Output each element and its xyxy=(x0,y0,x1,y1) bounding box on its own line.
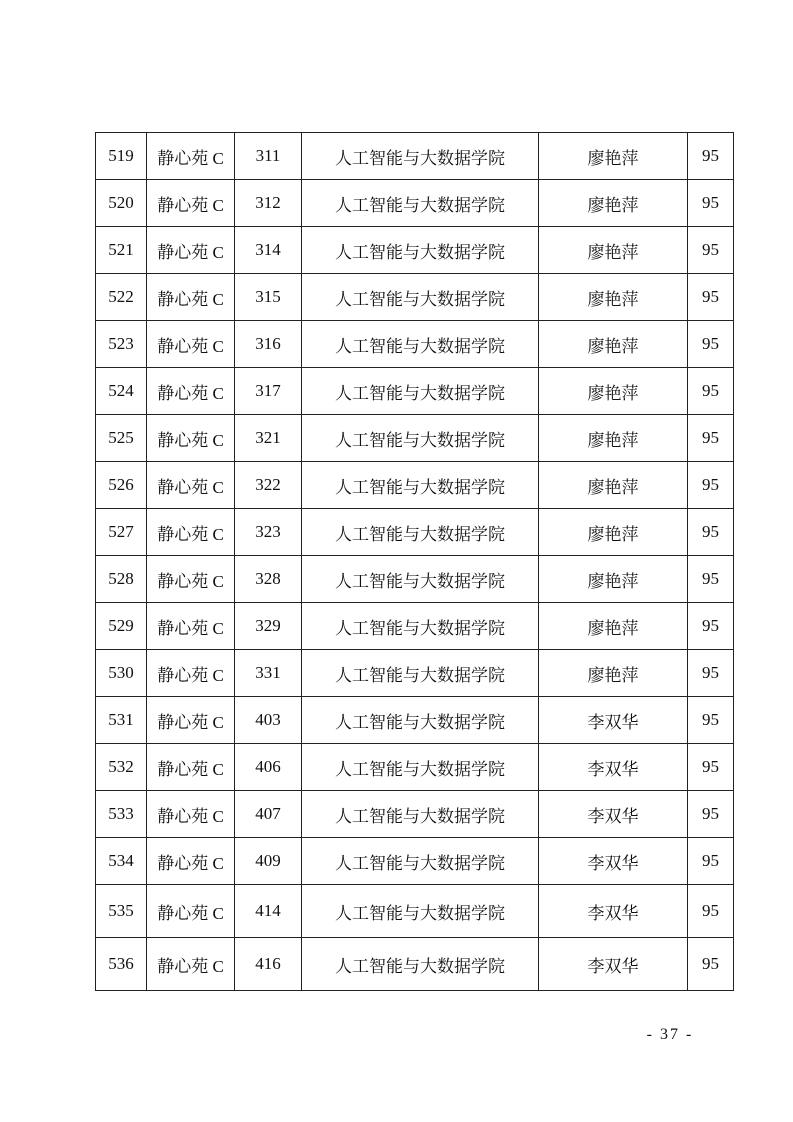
cell-room: 331 xyxy=(235,650,302,697)
cell-no: 528 xyxy=(96,556,147,603)
cell-building: 静心苑 C xyxy=(147,885,235,938)
cell-counselor: 李双华 xyxy=(539,838,688,885)
cell-room: 322 xyxy=(235,462,302,509)
cell-room: 328 xyxy=(235,556,302,603)
cell-college: 人工智能与大数据学院 xyxy=(302,838,539,885)
cell-building: 静心苑 C xyxy=(147,462,235,509)
cell-counselor: 廖艳萍 xyxy=(539,274,688,321)
cell-college: 人工智能与大数据学院 xyxy=(302,885,539,938)
cell-building: 静心苑 C xyxy=(147,227,235,274)
cell-counselor: 廖艳萍 xyxy=(539,133,688,180)
cell-score: 95 xyxy=(688,650,734,697)
cell-score: 95 xyxy=(688,885,734,938)
cell-no: 536 xyxy=(96,938,147,991)
cell-college: 人工智能与大数据学院 xyxy=(302,180,539,227)
cell-no: 532 xyxy=(96,744,147,791)
cell-building: 静心苑 C xyxy=(147,838,235,885)
cell-building: 静心苑 C xyxy=(147,368,235,415)
table-row xyxy=(96,368,734,415)
table-row xyxy=(96,938,734,991)
cell-score: 95 xyxy=(688,180,734,227)
table-body xyxy=(96,133,734,991)
cell-room: 312 xyxy=(235,180,302,227)
table-row xyxy=(96,462,734,509)
cell-room: 403 xyxy=(235,697,302,744)
cell-counselor: 李双华 xyxy=(539,885,688,938)
cell-college: 人工智能与大数据学院 xyxy=(302,368,539,415)
cell-no: 524 xyxy=(96,368,147,415)
cell-no: 519 xyxy=(96,133,147,180)
cell-score: 95 xyxy=(688,603,734,650)
cell-no: 526 xyxy=(96,462,147,509)
cell-college: 人工智能与大数据学院 xyxy=(302,697,539,744)
table-row xyxy=(96,838,734,885)
cell-counselor: 李双华 xyxy=(539,744,688,791)
cell-no: 522 xyxy=(96,274,147,321)
table-row xyxy=(96,650,734,697)
cell-college: 人工智能与大数据学院 xyxy=(302,274,539,321)
cell-score: 95 xyxy=(688,697,734,744)
cell-score: 95 xyxy=(688,462,734,509)
cell-college: 人工智能与大数据学院 xyxy=(302,744,539,791)
cell-building: 静心苑 C xyxy=(147,321,235,368)
cell-building: 静心苑 C xyxy=(147,556,235,603)
cell-counselor: 廖艳萍 xyxy=(539,650,688,697)
cell-building: 静心苑 C xyxy=(147,744,235,791)
cell-building: 静心苑 C xyxy=(147,509,235,556)
cell-counselor: 李双华 xyxy=(539,791,688,838)
cell-college: 人工智能与大数据学院 xyxy=(302,509,539,556)
cell-counselor: 廖艳萍 xyxy=(539,415,688,462)
cell-counselor: 廖艳萍 xyxy=(539,462,688,509)
cell-college: 人工智能与大数据学院 xyxy=(302,938,539,991)
table-row xyxy=(96,885,734,938)
table-row xyxy=(96,274,734,321)
dormitory-score-table xyxy=(95,132,734,991)
cell-counselor: 李双华 xyxy=(539,697,688,744)
cell-building: 静心苑 C xyxy=(147,133,235,180)
page-number: - 37 - xyxy=(646,1026,694,1043)
cell-no: 525 xyxy=(96,415,147,462)
cell-college: 人工智能与大数据学院 xyxy=(302,462,539,509)
cell-no: 520 xyxy=(96,180,147,227)
cell-building: 静心苑 C xyxy=(147,274,235,321)
cell-counselor: 廖艳萍 xyxy=(539,180,688,227)
table-row xyxy=(96,227,734,274)
cell-college: 人工智能与大数据学院 xyxy=(302,415,539,462)
cell-room: 407 xyxy=(235,791,302,838)
cell-score: 95 xyxy=(688,133,734,180)
cell-room: 416 xyxy=(235,938,302,991)
cell-college: 人工智能与大数据学院 xyxy=(302,556,539,603)
table-row xyxy=(96,321,734,368)
cell-building: 静心苑 C xyxy=(147,650,235,697)
cell-room: 323 xyxy=(235,509,302,556)
cell-college: 人工智能与大数据学院 xyxy=(302,791,539,838)
cell-score: 95 xyxy=(688,509,734,556)
cell-building: 静心苑 C xyxy=(147,180,235,227)
cell-no: 521 xyxy=(96,227,147,274)
cell-no: 531 xyxy=(96,697,147,744)
cell-counselor: 廖艳萍 xyxy=(539,227,688,274)
cell-score: 95 xyxy=(688,556,734,603)
cell-score: 95 xyxy=(688,227,734,274)
cell-college: 人工智能与大数据学院 xyxy=(302,227,539,274)
cell-counselor: 廖艳萍 xyxy=(539,556,688,603)
cell-college: 人工智能与大数据学院 xyxy=(302,321,539,368)
cell-counselor: 廖艳萍 xyxy=(539,368,688,415)
cell-room: 321 xyxy=(235,415,302,462)
cell-room: 414 xyxy=(235,885,302,938)
cell-room: 409 xyxy=(235,838,302,885)
cell-score: 95 xyxy=(688,838,734,885)
cell-room: 317 xyxy=(235,368,302,415)
cell-no: 533 xyxy=(96,791,147,838)
table-row xyxy=(96,697,734,744)
table-row xyxy=(96,509,734,556)
cell-room: 329 xyxy=(235,603,302,650)
cell-score: 95 xyxy=(688,791,734,838)
cell-building: 静心苑 C xyxy=(147,938,235,991)
cell-no: 534 xyxy=(96,838,147,885)
cell-no: 535 xyxy=(96,885,147,938)
cell-score: 95 xyxy=(688,744,734,791)
table-row xyxy=(96,791,734,838)
cell-score: 95 xyxy=(688,321,734,368)
cell-college: 人工智能与大数据学院 xyxy=(302,603,539,650)
cell-room: 406 xyxy=(235,744,302,791)
table-row xyxy=(96,603,734,650)
table-row xyxy=(96,415,734,462)
table-row xyxy=(96,744,734,791)
cell-score: 95 xyxy=(688,274,734,321)
cell-counselor: 廖艳萍 xyxy=(539,321,688,368)
cell-building: 静心苑 C xyxy=(147,415,235,462)
cell-score: 95 xyxy=(688,368,734,415)
cell-building: 静心苑 C xyxy=(147,791,235,838)
cell-room: 315 xyxy=(235,274,302,321)
cell-counselor: 廖艳萍 xyxy=(539,509,688,556)
cell-building: 静心苑 C xyxy=(147,603,235,650)
table-row xyxy=(96,180,734,227)
cell-room: 311 xyxy=(235,133,302,180)
cell-score: 95 xyxy=(688,415,734,462)
cell-room: 314 xyxy=(235,227,302,274)
table-row xyxy=(96,133,734,180)
cell-building: 静心苑 C xyxy=(147,697,235,744)
cell-no: 523 xyxy=(96,321,147,368)
cell-no: 529 xyxy=(96,603,147,650)
cell-college: 人工智能与大数据学院 xyxy=(302,133,539,180)
cell-counselor: 廖艳萍 xyxy=(539,603,688,650)
cell-no: 530 xyxy=(96,650,147,697)
cell-counselor: 李双华 xyxy=(539,938,688,991)
table-row xyxy=(96,556,734,603)
cell-no: 527 xyxy=(96,509,147,556)
cell-room: 316 xyxy=(235,321,302,368)
cell-college: 人工智能与大数据学院 xyxy=(302,650,539,697)
cell-score: 95 xyxy=(688,938,734,991)
